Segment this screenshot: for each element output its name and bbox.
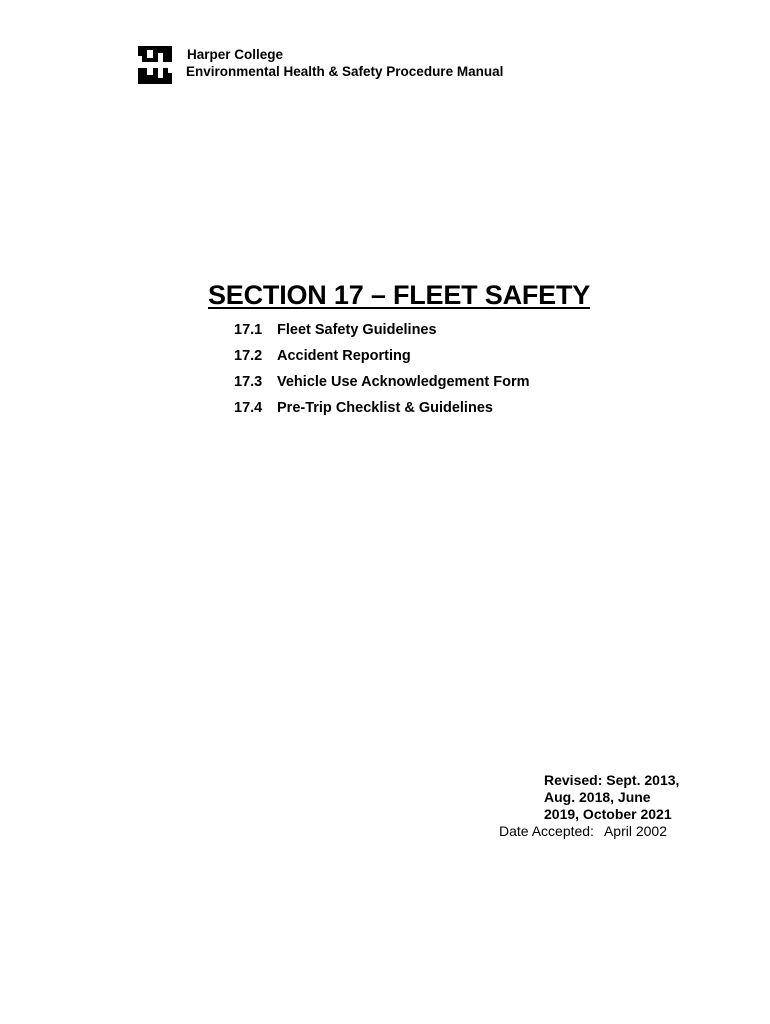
organization-name: Harper College	[187, 47, 284, 62]
date-accepted-label: Date Accepted:	[499, 823, 594, 839]
contents-item	[234, 320, 529, 346]
contents-item-label: Accident Reporting	[277, 348, 411, 364]
date-accepted-value: April 2002	[603, 823, 667, 839]
revision-line: Revised: Sept. 2013,	[544, 772, 680, 788]
contents-item-number: 17.4	[234, 400, 263, 416]
section-contents-list	[234, 320, 529, 424]
contents-item	[234, 398, 529, 424]
revision-line: 2019, October 2021	[544, 806, 672, 822]
contents-item-label: Vehicle Use Acknowledgement Form	[277, 374, 530, 390]
contents-item-number: 17.1	[234, 322, 263, 338]
document-header	[186, 46, 503, 80]
contents-item-number: 17.3	[234, 374, 263, 390]
contents-item-label: Pre-Trip Checklist & Guidelines	[277, 400, 493, 416]
manual-title: Environmental Health & Safety Procedure Manual	[186, 64, 504, 79]
date-accepted	[499, 823, 667, 840]
contents-item-label: Fleet Safety Guidelines	[277, 322, 437, 338]
revision-line: Aug. 2018, June	[544, 789, 651, 805]
section-title: SECTION 17 – FLEET SAFETY	[208, 280, 591, 310]
contents-item-number: 17.2	[234, 348, 263, 364]
harper-college-logo-icon	[138, 46, 172, 84]
revision-dates	[544, 772, 704, 823]
contents-item	[234, 346, 529, 372]
contents-item	[234, 372, 529, 398]
